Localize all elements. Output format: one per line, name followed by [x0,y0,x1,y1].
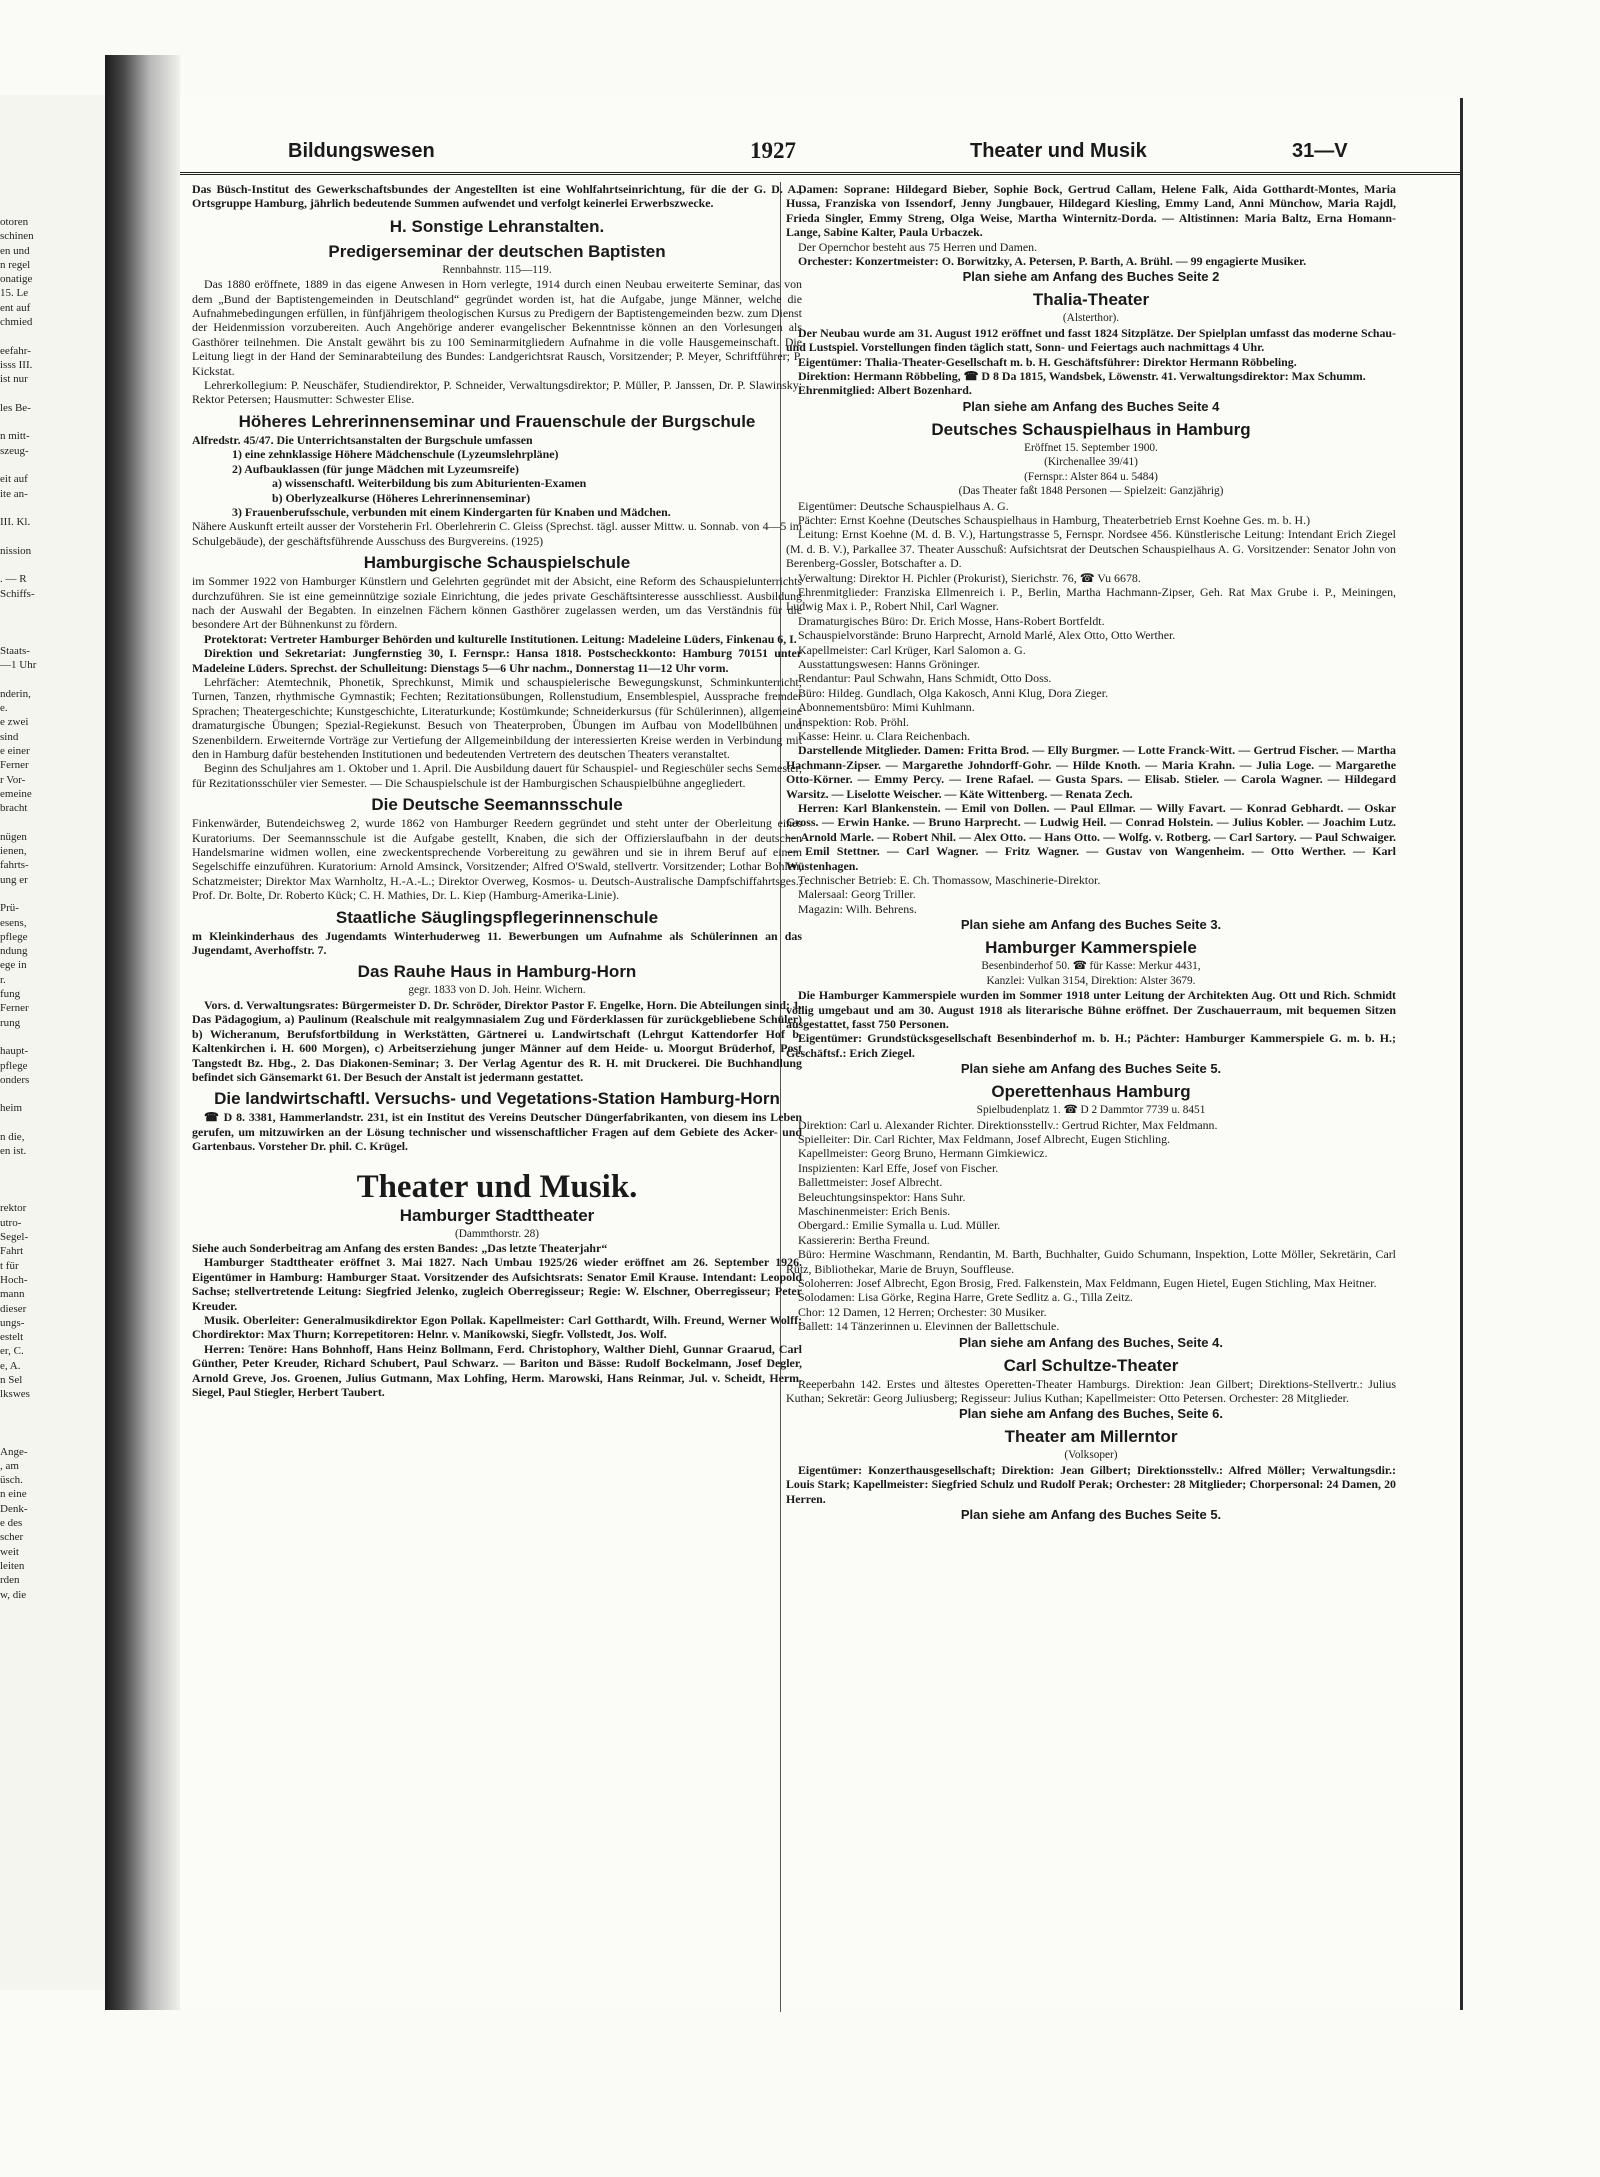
millerntor-sub: (Volksoper) [1064,1449,1118,1462]
previous-page-text: otoren schinen en und n regel onatige 15. Le ent auf chmied eefahr- isss III. ist nur les Be- n mitt- szeug- eit auf ite an- III. Kl. nission . — R Schiffs- Staats- —1 Uhr nderin, e. e zwei sind e einer Ferner r Vor- emeine bracht nügen ienen, fahrts- ung er Prü- esens, pflege ndung ege in r. fung Ferner rung haupt- pflege onders heim n die, en ist. rektor utro- Segel- Fahrt t für Hoch- mann dieser ungs- estelt er, C. e, A. n Sel lkswes Ange- , am üsch. n eine Denk- e des scher weit leiten rden w, die [0,216,37,1601]
schauspielhaus-text: Technischer Betrieb: E. Ch. Thomassow, Maschinerie-Direktor. [798,873,1101,888]
page [180,98,1463,2010]
book-gutter [105,55,180,2010]
schauspielhaus-text: Rendantur: Paul Schwahn, Hans Schmidt, Otto Doss. [798,671,1052,686]
running-head-right: Theater und Musik [970,140,1147,162]
schauspielhaus-text: Pächter: Ernst Koehne (Deutsches Schauspielhaus in Hamburg, Theaterbetrieb Ernst Koehne Ges. m. b. H.) [798,512,1311,527]
operettenhaus-text: Kassiererin: Bertha Freund. [798,1232,930,1247]
kammerspiele-title: Hamburger Kammerspiele [985,938,1197,958]
schauspielhaus-text: Magazin: Wilh. Behrens. [798,901,917,916]
kammerspiele-text: Die Hamburger Kammerspiele wurden im Sommer 1918 unter Leitung der Architekten Aug. Ott und Rich. Schmidt völlig umgebaut und am 30. August 1918 als literarische Bühne eröffnet. Der Zuschauerraum, mit bequemen Sitzen ausgestattet, fasst 750 Personen. [786,988,1396,1031]
schauspielhaus-text: Ehrenmitglieder: Franziska Ellmenreich i. P., Berlin, Martha Hachmann-Zipser, Geh. Rat Max Grube i. P., Meiningen, Ludwig Max i. P., Robert Nhil, Carl Wagner. [786,584,1396,614]
stadttheater-text: Siehe auch Sonderbeitrag am Anfang des ersten Bandes: „Das letzte Theaterjahr“ [192,1240,608,1255]
theater-section-title: Theater und Musik. [356,1168,638,1205]
plan-note: Plan siehe am Anfang des Buches Seite 4 [962,398,1220,414]
stadttheater-text: Hamburger Stadttheater eröffnet 3. Mai 1827. Nach Umbau 1925/26 wieder eröffnet am 26. September 1926. Eigentümer in Hamburg: Hamburger Staat. Vorsitzender des Aufsichtsrats: Senator Emil Krause. Intendant: Leopold Sachse; stellvertretende Leitung: Siegfried Jelenko, zugleich Oberregisseur; Regie: W. Elschner, Oberregisseur; Peter Kreuder. [192,1255,802,1313]
schauspielhaus-text: Kapellmeister: Carl Krüger, Karl Salomon a. G. [798,642,1026,657]
operettenhaus-text: Ballettmeister: Josef Albrecht. [798,1175,943,1190]
operettenhaus-text: Inspizienten: Karl Effe, Josef von Fischer. [798,1160,999,1175]
baptisten-staff: Lehrerkollegium: P. Neuschäfer, Studiendirektor, P. Schneider, Verwaltungsdirektor; P. Müller, P. Janssen, Dr. P. Slawinsky; Rektor Petersen; Hausmutter: Schwester Elise. [192,378,802,407]
stadttheater-chor: Der Opernchor besteht aus 75 Herren und Damen. [798,239,1038,254]
stadttheater-text: Musik. Oberleiter: Generalmusikdirektor Egon Pollak. Kapellmeister: Carl Gotthardt, Wilh. Freund, Werner Wolff; Chordirektor: Max Thurn; Korrepetitoren: Helnr. v. Manikowski, Siegfr. Vollstedt, Jos. Wolf. [192,1312,802,1342]
lehrerinnen-intro: Alfredstr. 45/47. Die Unterrichtsanstalten der Burgschule umfassen [192,432,533,447]
operettenhaus-text: Solodamen: Lisa Görke, Regina Harre, Grete Sedlitz a. G., Tilla Zeitz. [798,1290,1133,1305]
operettenhaus-text: Büro: Hermine Waschmann, Rendantin, M. Barth, Buchhalter, Guido Schumann, Inspektion, Lotte Möller, Sekretärin, Carl Rütz, Bibliothekar, Marie de Bruyn, Souffleuse. [786,1247,1396,1276]
schultze-text: Reeperbahn 142. Erstes und ältestes Operetten-Theater Hamburgs. Direktion: Jean Gilbert; Direktions-Stellvertr.: Julius Kuthan; Sekretär: Georg Juliusberg; Regisseur: Julius Kuthan; Kapellmeister: Otto Petersen. Orchester: 28 Mitglieder. [786,1376,1396,1406]
left-column [192,182,802,1399]
schauspielhaus-text: Schauspielvorstände: Bruno Harprecht, Arnold Marlé, Alex Otto, Otto Werther. [798,628,1176,643]
plan-note: Plan siehe am Anfang des Buches, Seite 6. [959,1406,1223,1422]
stadttheater-text: Herren: Tenöre: Hans Bohnhoff, Hans Heinz Bollmann, Ferd. Christophory, Walther Diehl, Gunnar Graarud, Carl Günther, Peter Kreuder, Richard Schubert, Paul Schwarz. — Bariton und Bässe: Rudolf Bockelmann, Josef Degler, Arnold Greve, Jos. Groenen, Julius Gutmann, Max Lohfing, Herm. Marowski, Hans Reinmar, Jul. v. Scheidt, Herm. Siegel, Paul Stiegler, Herbert Taubert. [192,1341,802,1399]
schauspielhaus-herren: Herren: Karl Blankenstein. — Emil von Dollen. — Paul Ellmar. — Willy Favart. — Konrad Gebhardt. — Oskar Gross. — Erwin Hanke. — Bruno Harprecht. — Ludwig Heil. — Conrad Holstein. — Julius Kobler. — Joachim Lutz. — Arnold Marle. — Robert Nhil. — Alex Otto. — Hans Otto. — Wolfg. v. Rotberg. — Carl Sartory. — Paul Schwaiger. — Emil Stettner. — Carl Wagner. — Fritz Wagner. — Gustav von Wangenheim. — Otto Werther. — Karl Wüstenhagen. [786,801,1396,873]
operettenhaus-text: Kapellmeister: Georg Bruno, Hermann Gimkiewicz. [798,1146,1048,1161]
plan-note: Plan siehe am Anfang des Buches Seite 3. [960,917,1222,933]
operettenhaus-text: Direktion: Carl u. Alexander Richter. Direktionsstellv.: Gertrud Richter, Max Feldmann. [798,1117,1218,1132]
stadttheater-title: Hamburger Stadttheater [399,1205,595,1225]
intro-paragraph: Das Büsch-Institut des Gewerkschaftsbundes der Angestellten ist eine Wohlfahrtseinrichtung, für die der G. D. A., Ortsgruppe Hamburg, jährlich bedeutende Summen aufwendet und verfolgt keinerlei Erwerbszwecke. [192,182,802,211]
lehrerinnen-subitem: a) wissenschaftl. Weiterbildung bis zum Abiturienten-Examen [272,476,587,491]
previous-page-edge [0,95,105,1990]
lehrerinnen-item: 3) Frauenberufsschule, verbunden mit einem Kindergarten für Knaben und Mädchen. [232,504,671,519]
schauspielhaus-text: Malersaal: Georg Triller. [798,887,916,902]
schultze-title: Carl Schultze-Theater [1003,1355,1179,1375]
plan-note: Plan siehe am Anfang des Buches Seite 2 [962,269,1220,285]
kammerspiele-sub: Besenbinderhof 50. ☎ für Kasse: Merkur 4431, [981,960,1201,973]
operettenhaus-text: Chor: 12 Damen, 12 Herren; Orchester: 30 Musiker. [798,1304,1047,1319]
millerntor-title: Theater am Millerntor [1004,1427,1178,1447]
stadttheater-sub: (Dammthorstr. 28) [454,1227,540,1240]
page-number: 31—V [1292,140,1348,162]
baptisten-title: Predigerseminar der deutschen Baptisten [328,241,666,261]
schauspielschule-text: Lehrfächer: Atemtechnik, Phonetik, Sprechkunst, Mimik und schauspielerische Bewegungskunst, Schminkunterricht; Turnen, Tanzen, rhythmische Gymnastik; Fechten; Rezitationsübungen, Rollenstudium, Ensemblespiel, Aussprache fremder Sprachen; Theatergeschichte; Kunstgeschichte, Literaturkunde; Kostümkunde; Schneiderkursus (für Schülerinnen), allgemeine dramaturgische Übungen; Spezial-Regiekunst. Besuch von Theaterproben, Übungen im Aufbau von Modellbühnen und Szenenbildern. Erweiternde Vorträge zur Vertiefung der Allgemeinbildung der interessierten Kreise werden in Verbindung mit den in Hamburg dafür bestehenden Institutionen und bedeutenden Vertretern des deutschen Theaters veranstaltet. [192,674,802,761]
thalia-sub: (Alsterthor). [1062,312,1120,325]
versuchsstation-title: Die landwirtschaftl. Versuchs- und Vegetations-Station Hamburg-Horn [214,1089,780,1109]
versuchsstation-text: ☎ D 8. 3381, Hammerlandstr. 231, ist ein Institut des Vereins Deutscher Düngerfabrikanten, von diesem ins Leben gerufen, um mitzuwirken an der Lösung technischer und wissenschaftlicher Fragen auf dem Gebiete des Acker- und Gartenbaus. Vorsteher Dr. phil. C. Krügel. [192,1110,802,1154]
schauspielhaus-title: Deutsches Schauspielhaus in Hamburg [931,419,1251,439]
rauhe-haus-sub: gegr. 1833 von D. Joh. Heinr. Wichern. [408,984,586,997]
lehrerinnen-item: 1) eine zehnklassige Höhere Mädchenschule (Lyzeumslehrpläne) [232,447,559,462]
operettenhaus-text: Obergard.: Emilie Symalla u. Lud. Müller. [798,1218,1001,1233]
stadttheater-damen: Damen: Soprane: Hildegard Bieber, Sophie Bock, Gertrud Callam, Helene Falk, Aida Gotthardt-Montes, Maria Hussa, Franziska von Issendorf, Jenny Jungbauer, Hildegard Kiesling, Emmy Land, Anni Münchow, Maria Rajdl, Frieda Singler, Emmy Streng, Olga Weise, Martha Winternitz-Dorda. — Altistinnen: Maria Baltz, Erna Homann-Lange, Sabine Kalter, Paula Urbaczek. [786,182,1396,240]
operettenhaus-text: Ballett: 14 Tänzerinnen u. Elevinnen der Ballettschule. [798,1319,1060,1334]
schauspielhaus-text: Kasse: Heinr. u. Clara Reichenbach. [798,729,971,743]
schauspielhaus-damen: Darstellende Mitglieder. Damen: Fritta Brod. — Elly Burgmer. — Lotte Franck-Witt. — Gertrud Fischer. — Martha Hachmann-Zipser. — Margarethe Johndorff-Gohr. — Hilde Knoth. — Maria Krahn. — Julia Loge. — Margarethe Otto-Körner. — Emmy Percy. — Irene Rafael. — Gusta Spars. — Elisab. Stieler. — Carola Wagner. — Hildegard Warsitz. — Liselotte Weischer. — Käte Wittenberg. — Renata Zech. [786,743,1396,801]
schauspielhaus-text: Abonnementsbüro: Mimi Kuhlmann. [798,700,975,715]
thalia-title: Thalia-Theater [1032,290,1150,310]
thalia-text: Ehrenmitglied: Albert Bozenhard. [798,383,972,398]
running-head [180,136,1460,175]
thalia-text: Direktion: Hermann Röbbeling, ☎ D 8 Da 1815, Wandsbek, Löwenstr. 41. Verwaltungsdirektor: Max Schumm. [798,369,1366,384]
lehrerinnen-text: Nähere Auskunft erteilt ausser der Vorsteherin Frl. Oberlehrerin C. Gleiss (Sprechst. tägl. ausser Mittw. u. Sonnab. von 4—5 im Schulgebäude), der geschäftsführende Ausschuss des Burgvereins. (1925) [192,519,802,548]
schauspielhaus-text: Eigentümer: Deutsche Schauspielhaus A. G. [798,498,1009,513]
kammerspiele-text: Eigentümer: Grundstücksgesellschaft Besenbinderhof m. b. H.; Pächter: Hamburger Kammerspiele G. m. b. H.; Geschäftsf.: Erich Ziegel. [786,1031,1396,1060]
seemannsschule-title: Die Deutsche Seemannsschule [371,795,623,815]
baptisten-address: Rennbahnstr. 115—119. [442,263,552,276]
operettenhaus-title: Operettenhaus Hamburg [991,1082,1191,1102]
stadttheater-orchester: Orchester: Konzertmeister: O. Borwitzky, A. Petersen, P. Barth, A. Brühl. — 99 engagierte Musiker. [798,254,1307,269]
baptisten-text: Das 1880 eröffnete, 1889 in das eigene Anwesen in Horn verlegte, 1914 durch einen Neubau erweiterte Seminar, das von dem „Bund der Baptistengemeinden in Deutschland“ gegründet worden ist, hat die Aufgabe, junge Männer, welche die Aufnahmebedingungen erfüllen, in fünfjährigem theologischen Kursus zu Predigern der Baptistengemeinden bezw. zum Dienst der Heidenmission vorzubereiten. Auch Angehörige anderer evangelischer Bekenntnisse können an den Vorlesungen als Gasthörer teilnehmen. Die Anstalt gewährt bis zu 100 Seminarmitgliedern Aufnahme in die volle Hausgemeinschaft. Die Leitung liegt in der Hand der Seminarabteilung des Bundes: Landgerichtsrat Rausch, Vorsitzender; P. Meyer, Schriftführer; P. Kickstat. [192,277,802,378]
kammerspiele-sub: Kanzlei: Vulkan 3154, Direktion: Alster 3679. [986,974,1196,987]
schauspielhaus-text: Verwaltung: Direktor H. Pichler (Prokurist), Sierichstr. 76, ☎ Vu 6678. [798,570,1141,585]
operettenhaus-sub: Spielbudenplatz 1. ☎ D 2 Dammtor 7739 u. 8451 [976,1104,1206,1117]
schauspielschule-text: Protektorat: Vertreter Hamburger Behörden und kulturelle Institutionen. Leitung: Madeleine Lüders, Finkenau 6, I. [204,631,797,646]
schauspielhaus-text: Dramaturgisches Büro: Dr. Erich Mosse, Hans-Robert Bortfeldt. [798,613,1105,628]
operettenhaus-text: Maschinenmeister: Erich Benis. [798,1203,951,1218]
schauspielhaus-sub: (Kirchenallee 39/41) [1044,456,1138,469]
millerntor-text: Eigentümer: Konzerthausgesellschaft; Direktion: Jean Gilbert; Direktionsstellv.: Alfred Möller; Verwaltungsdir.: Louis Stark; Kapellmeister: Siegfried Schulz und Rudolf Perak; Orchester: 28 Mitglieder; Chorpersonal: 24 Damen, 20 Herren. [786,1462,1396,1506]
schauspielhaus-sub: (Fernspr.: Alster 864 u. 5484) [1024,470,1158,483]
plan-note: Plan siehe am Anfang des Buches Seite 5. [960,1507,1222,1523]
thalia-text: Eigentümer: Thalia-Theater-Gesellschaft m. b. H. Geschäftsführer: Direktor Hermann Röbbeling. [798,354,1297,369]
schauspielschule-text: Beginn des Schuljahres am 1. Oktober und 1. April. Die Ausbildung dauert für Schauspiel- und Regieschüler sechs Semester, für Rezitationsschüler vier Semester. — Die Schauspielschule ist der Hamburgischen Schauspielbühne angegliedert. [192,761,802,790]
seemannsschule-text: Finkenwärder, Butendeichsweg 2, wurde 1862 von Hamburger Reedern gegründet und steht unter der Oberleitung eines Kuratoriums. Der Seemannsschule ist die Aufgabe gestellt, Knaben, die sich der Offizierslaufbahn in der deutschen Handelsmarine widmen wollen, eine zweckentsprechende Vorbereitung zu gewähren und sie in ihrem Beruf auf einem Segelschiffe einzuführen. Kuratorium: Arnold Amsinck, Vorsitzender; Alfred O'Swald, stellvertr. Vorsitzender; Lothar Bohlen, Schatzmeister; Direktor Max Warnholtz, H.-A.-L.; Direktor Overweg, Kosmos- u. Deutsch-Australische Dampfschiffahrtsges.; Prof. Dr. Bolte, Dr. Roberto Kück; C. H. Mathies, Dr. L. Kiep (Hamburg-Amerika-Linie). [192,816,802,903]
schauspielhaus-sub: Eröffnet 15. September 1900. [1024,441,1158,454]
lehrerinnen-item: 2) Aufbauklassen (für junge Mädchen mit Lyzeumsreife) [232,461,519,476]
schauspielhaus-text: Inspektion: Rob. Pröhl. [798,714,909,729]
thalia-text: Der Neubau wurde am 31. August 1912 eröffnet und fasst 1824 Sitzplätze. Der Spielplan umfasst das moderne Schau- und Lustspiel. Vorstellungen finden täglich statt, Sonn- und Feiertags auch nachmittags 4 Uhr. [786,325,1396,355]
schauspielhaus-text: Büro: Hildeg. Gundlach, Olga Kakosch, Anni Klug, Dora Zieger. [798,685,1109,700]
saeuglingspflege-title: Staatliche Säuglingspflegerinnenschule [335,907,659,927]
section-heading: H. Sonstige Lehranstalten. [389,216,605,236]
running-head-year: 1927 [750,138,796,163]
lehrerinnen-subitem: b) Oberlyzealkurse (Höheres Lehrerinnenseminar) [272,490,531,505]
operettenhaus-text: Soloherren: Josef Albrecht, Egon Brosig, Fred. Falkenstein, Max Feldmann, Eugen Hietel, Eugen Stichling, Max Heitner. [798,1276,1377,1290]
schauspielschule-text: im Sommer 1922 von Hamburger Künstlern und Gelehrten gegründet mit der Absicht, eine Reform des Schauspielunterrichts durchzuführen. Sie ist eine gemeinnützige soziale Einrichtung, die jedes private Geschäftsinteresse ausschliesst. Ausbildung nach der Auswahl der Begabten. In einzelnen Fächern können Gasthörer zugelassen werden, um das Verständnis für die besondere Art der Bühnenkunst zu fördern. [192,574,802,632]
running-head-left: Bildungswesen [288,140,435,162]
schauspielschule-text: Direktion und Sekretariat: Jungfernstieg 30, I. Fernspr.: Hansa 1818. Postscheckkonto: Hamburg 70151 unter Madeleine Lüders. Sprechst. der Schulleitung: Dienstags 5—6 Uhr nachm., Donnerstag 11—12 Uhr vorm. [192,646,802,675]
schauspielhaus-text: Ausstattungswesen: Hanns Gröninger. [798,656,980,671]
saeuglingspflege-text: m Kleinkinderhaus des Jugendamts Winterhuderweg 11. Bewerbungen um Aufnahme als Schülerinnen an das Jugendamt, Averhoffstr. 7. [192,928,802,958]
plan-note: Plan siehe am Anfang des Buches Seite 5. [960,1061,1222,1077]
schauspielhaus-text: Leitung: Ernst Koehne (M. d. B. V.), Hartungstrasse 5, Fernspr. Nordsee 456. Künstlerische Leitung: Intendant Erich Ziegel (M. d. B. V.), Parkallee 37. Theater Ausschuß: Aufsichtsrat der Deutschen Schauspielhaus A. G. Vorsitzender: Senator John von Berenberg-Gossler, Botschafter a. D. [786,527,1396,571]
right-column [786,182,1396,1526]
plan-note: Plan siehe am Anfang des Buches, Seite 4. [959,1334,1223,1350]
schauspielschule-title: Hamburgische Schauspielschule [363,553,631,573]
schauspielhaus-sub: (Das Theater faßt 1848 Personen — Spielzeit: Ganzjährig) [958,485,1224,498]
operettenhaus-text: Spielleiter: Dir. Carl Richter, Max Feldmann, Josef Albrecht, Eugen Stichling. [798,1131,1171,1146]
rauhe-haus-text: Vors. d. Verwaltungsrates: Bürgermeister D. Dr. Schröder, Direktor Pastor F. Engelke, Horn. Die Abteilungen sind: 1. Das Pädagogium, a) Paulinum (Realschule mit realgymnasialem Zug und Förderklassen für zurückgebliebene Schüler) b) Wicheranum, Berufsfortbildung in Werkstätten, Gärtnerei u. Landwirtschaft (Lehrgut Kattendorfer Hof b. Kaltenkirchen i. H. 600 Morgen), c) Arbeitserziehung junger Männer auf dem Heide- u. Moorgut Brüderhof, Post Tangstedt Bz. Hbg., 2. Das Diakonen-Seminar; 3. Der Verlag Agentur des R. H. mit Druckerei. Die Buchhandlung befindet sich Gänsemarkt 61. Der Besuch der Anstalt ist jedermann gestattet. [192,997,802,1084]
lehrerinnen-title: Höheres Lehrerinnenseminar und Frauenschule der Burgschule [238,411,756,431]
rauhe-haus-title: Das Rauhe Haus in Hamburg-Horn [357,962,637,982]
operettenhaus-text: Beleuchtungsinspektor: Hans Suhr. [798,1189,966,1204]
